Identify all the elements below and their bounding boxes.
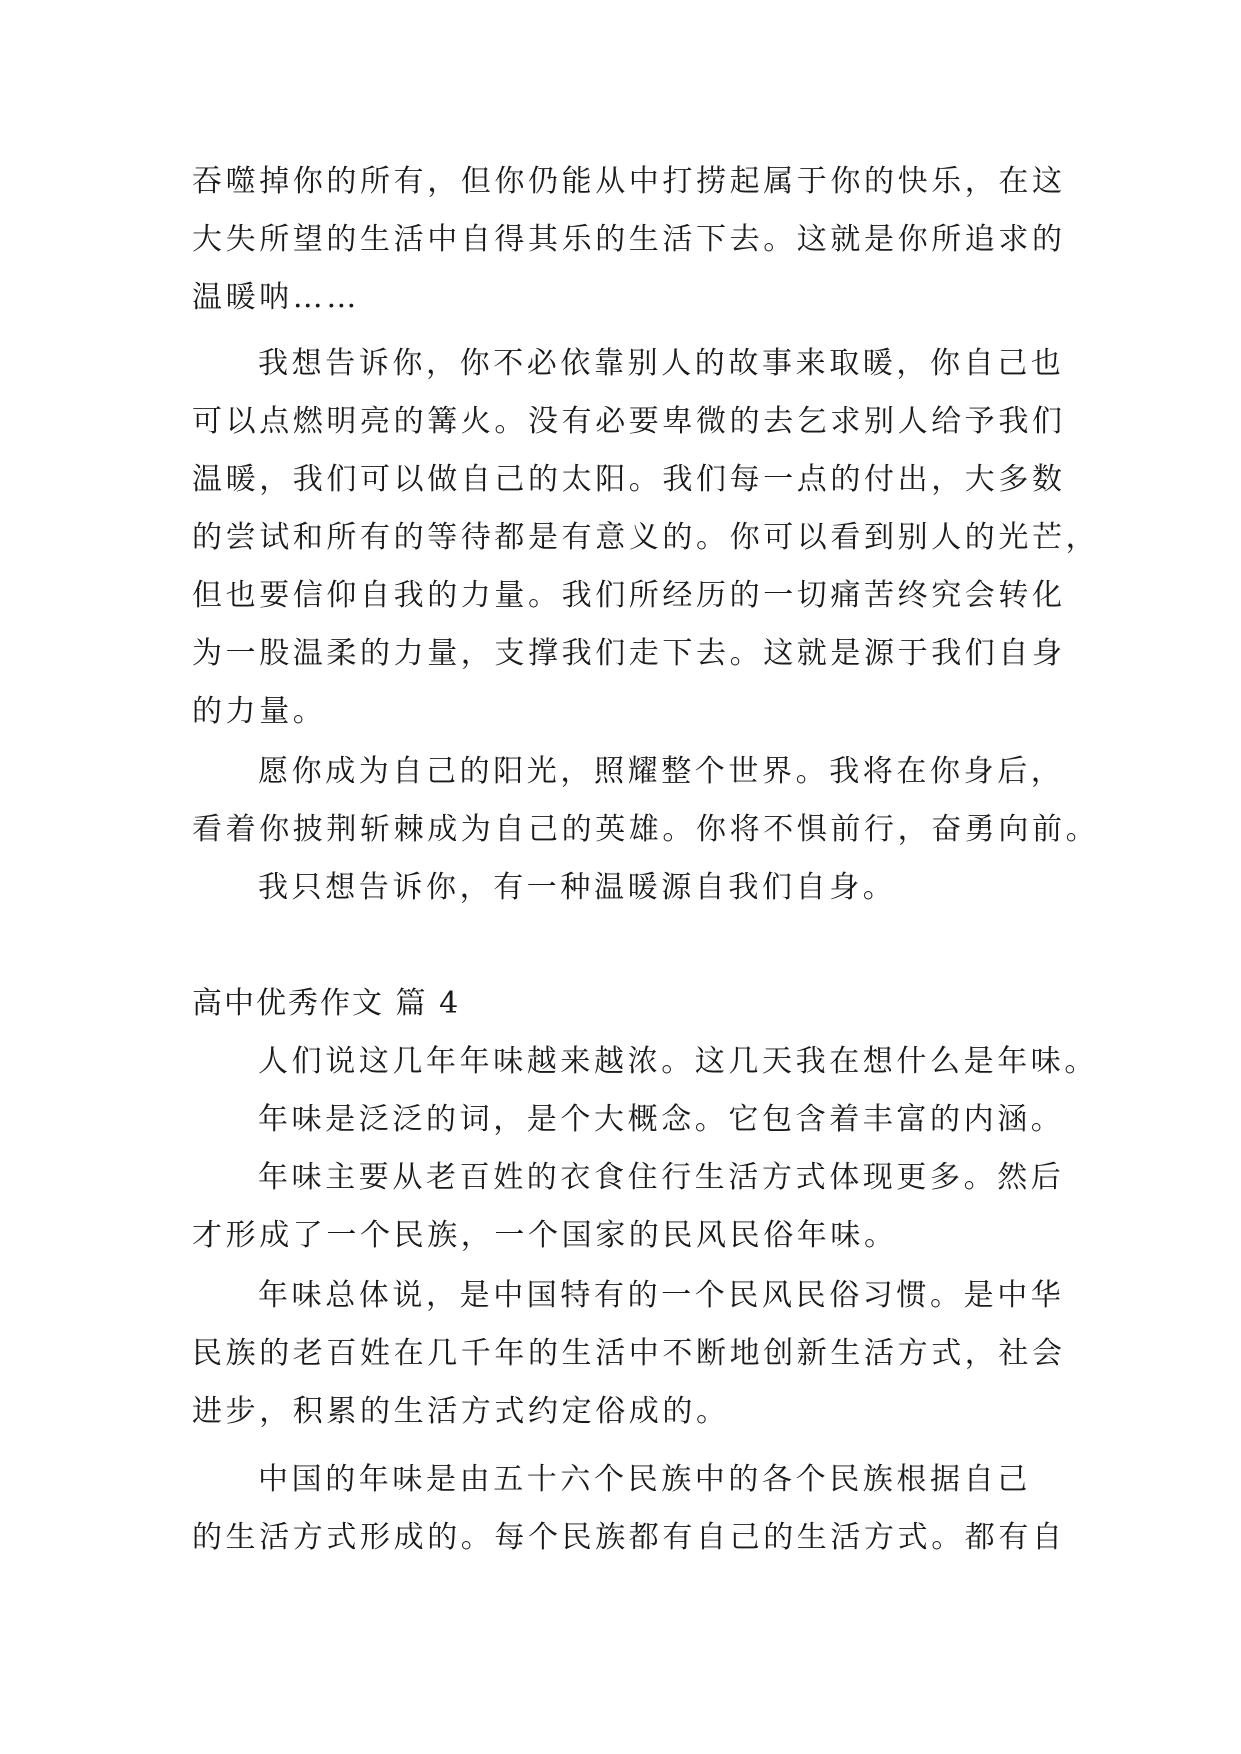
paragraph-line: 看着你披荆斩棘成为自己的英雄。你将不惧前行，奋勇向前。 xyxy=(192,812,1100,847)
paragraph-line: 民族的老百姓在几千年的生活中不断地创新生活方式，社会 xyxy=(192,1336,1066,1371)
paragraph-line: 温暖呐…… xyxy=(192,280,360,315)
paragraph-line: 年味主要从老百姓的衣食住行生活方式体现更多。然后 xyxy=(258,1160,1065,1195)
paragraph-line: 为一股温柔的力量，支撑我们走下去。这就是源于我们自身 xyxy=(192,636,1066,671)
paragraph-line: 愿你成为自己的阳光，照耀整个世界。我将在你身后， xyxy=(258,754,1065,789)
paragraph-line: 温暖，我们可以做自己的太阳。我们每一点的付出，大多数 xyxy=(192,462,1066,497)
paragraph-line: 进步，积累的生活方式约定俗成的。 xyxy=(192,1394,730,1429)
paragraph-line: 我想告诉你，你不必依靠别人的故事来取暖，你自己也 xyxy=(258,346,1065,381)
paragraph-line: 吞噬掉你的所有，但你仍能从中打捞起属于你的快乐，在这 xyxy=(192,164,1066,199)
paragraph-line: 大失所望的生活中自得其乐的生活下去。这就是你所追求的 xyxy=(192,222,1066,257)
paragraph-line: 但也要信仰自我的力量。我们所经历的一切痛苦终究会转化 xyxy=(192,578,1066,613)
paragraph-line: 才形成了一个民族，一个国家的民风民俗年味。 xyxy=(192,1218,898,1253)
paragraph-line: 的力量。 xyxy=(192,694,327,729)
paragraph-line: 年味总体说，是中国特有的一个民风民俗习惯。是中华 xyxy=(258,1278,1065,1313)
paragraph-line: 年味是泛泛的词，是个大概念。它包含着丰富的内涵。 xyxy=(258,1102,1065,1137)
section-heading: 高中优秀作文 篇 4 xyxy=(192,986,461,1021)
paragraph-line: 人们说这几年年味越来越浓。这几天我在想什么是年味。 xyxy=(258,1044,1098,1079)
paragraph-line: 可以点燃明亮的篝火。没有必要卑微的去乞求别人给予我们 xyxy=(192,404,1066,439)
paragraph-line: 的尝试和所有的等待都是有意义的。你可以看到别人的光芒， xyxy=(192,520,1100,555)
paragraph-line: 的生活方式形成的。每个民族都有自己的生活方式。都有自 xyxy=(192,1520,1066,1555)
paragraph-line: 中国的年味是由五十六个民族中的各个民族根据自己 xyxy=(258,1462,1031,1497)
paragraph-line: 我只想告诉你，有一种温暖源自我们自身。 xyxy=(258,870,897,905)
